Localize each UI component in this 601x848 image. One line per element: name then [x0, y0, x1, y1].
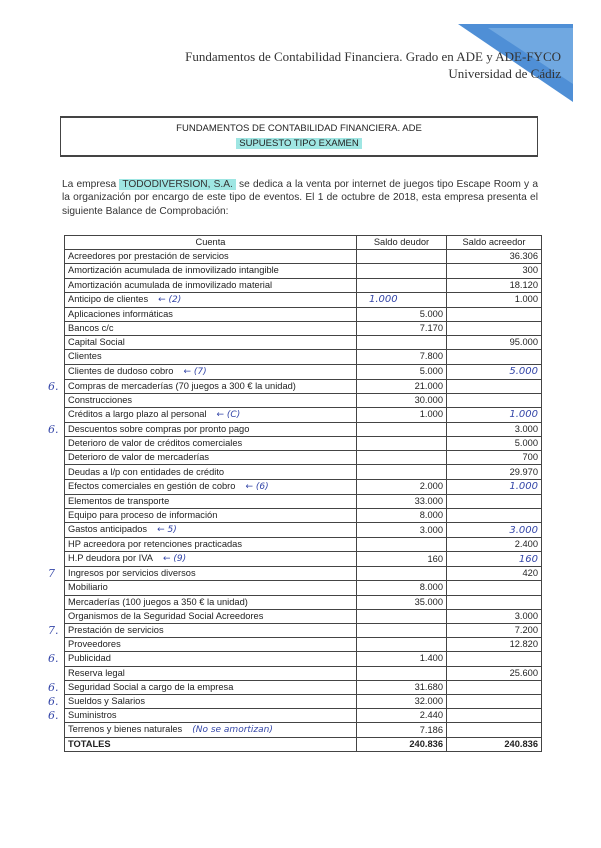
credit-cell	[447, 652, 542, 666]
debit-cell	[357, 307, 447, 321]
account-cell	[65, 407, 357, 422]
account-cell	[65, 723, 357, 738]
credit-cell	[447, 278, 542, 292]
credit-value: 1.000	[514, 294, 538, 305]
account-cell	[48, 422, 357, 436]
credit-cell	[447, 567, 542, 581]
totals-label: TOTALES	[65, 738, 357, 752]
credit-cell	[447, 723, 542, 738]
table-row	[65, 250, 542, 264]
debit-cell	[357, 364, 447, 379]
table-row	[65, 307, 542, 321]
debit-cell	[357, 538, 447, 552]
table-row	[65, 652, 542, 666]
handwritten-debit: 7.800	[419, 351, 443, 362]
account-name: Organismos de la Seguridad Social Acreedores	[68, 610, 264, 621]
debit-cell	[357, 264, 447, 278]
credit-cell	[447, 680, 542, 694]
table-row	[65, 264, 542, 278]
university-name: Universidad de Cádiz	[448, 66, 561, 81]
title-box	[60, 116, 538, 157]
handwritten-note: ← (2)	[158, 294, 182, 305]
account-cell	[65, 364, 357, 379]
account-name: Reserva legal	[68, 667, 125, 678]
table-row	[65, 666, 542, 680]
handwritten-debit: 1.000	[419, 409, 443, 420]
debit-cell	[357, 350, 447, 364]
account-cell	[65, 508, 357, 522]
credit-cell	[447, 694, 542, 708]
account-name: Capital Social	[68, 337, 125, 348]
debit-cell	[357, 638, 447, 652]
account-cell	[65, 264, 357, 278]
credit-value: 29.970	[509, 466, 538, 477]
handwritten-credit: 1.000	[509, 481, 538, 493]
table-row	[65, 379, 542, 393]
handwritten-debit: 33.000	[414, 495, 443, 506]
handwritten-debit: 2.440	[419, 710, 443, 721]
debit-cell	[357, 422, 447, 436]
account-name: Deudas a l/p con entidades de crédito	[68, 466, 225, 477]
account-name: Mobiliario	[68, 582, 108, 593]
account-name: Efectos comerciales en gestión de cobro	[68, 480, 236, 491]
debit-cell	[357, 494, 447, 508]
credit-cell	[447, 638, 542, 652]
handwritten-debit: 160	[427, 553, 443, 564]
table-row	[65, 278, 542, 292]
table-row	[65, 595, 542, 609]
credit-cell	[447, 437, 542, 451]
handwritten-note: ← (9)	[162, 554, 187, 565]
debit-cell	[357, 609, 447, 623]
handwritten-debit: 31.680	[414, 681, 443, 692]
debit-cell	[357, 523, 447, 538]
debit-cell	[357, 407, 447, 422]
table-row	[65, 292, 542, 307]
account-name: Equipo para proceso de información	[68, 509, 218, 520]
table-row	[65, 723, 542, 738]
account-name: Gastos anticipados	[68, 524, 148, 534]
account-cell	[48, 694, 357, 708]
debit-cell	[357, 393, 447, 407]
account-name: Deterioro de valor de mercaderías	[68, 452, 210, 463]
margin-annotation: 7	[48, 567, 55, 581]
debit-cell	[357, 321, 447, 335]
account-name: Suministros	[68, 710, 117, 721]
handwritten-debit: 1.000	[369, 294, 398, 306]
handwritten-debit: 5.000	[419, 366, 443, 376]
table-row	[65, 523, 542, 538]
table-row	[65, 350, 542, 364]
account-name: Clientes de dudoso cobro	[68, 365, 174, 376]
credit-cell	[447, 336, 542, 350]
debit-cell	[357, 652, 447, 666]
credit-value: 36.306	[509, 251, 538, 262]
account-name: Amortización acumulada de inmovilizado intangible	[68, 265, 279, 276]
account-cell	[48, 680, 357, 694]
handwritten-credit: 1.000	[509, 409, 538, 421]
credit-cell	[447, 422, 542, 436]
credit-cell	[447, 307, 542, 321]
credit-cell	[447, 264, 542, 278]
handwritten-debit: 35.000	[414, 596, 443, 607]
company-name: TODODIVERSION, S.A.	[119, 179, 236, 190]
account-name: Sueldos y Salarios	[68, 695, 145, 706]
handwritten-debit: 7.186	[419, 724, 443, 735]
handwritten-debit: 1.400	[419, 653, 443, 664]
account-cell	[65, 393, 357, 407]
account-cell	[48, 379, 357, 393]
table-row	[65, 638, 542, 652]
credit-cell	[447, 451, 542, 465]
credit-cell	[447, 609, 542, 623]
account-name: Proveedores	[68, 639, 121, 650]
credit-value: 5.000	[514, 438, 538, 449]
debit-cell	[357, 666, 447, 680]
debit-cell	[357, 479, 447, 494]
table-row	[65, 364, 542, 379]
table-row	[65, 680, 542, 694]
credit-value: 18.120	[509, 279, 538, 290]
credit-cell	[447, 393, 542, 407]
credit-value: 300	[522, 265, 538, 276]
credit-cell	[447, 666, 542, 680]
account-name: Construcciones	[68, 394, 133, 405]
debit-cell	[357, 552, 447, 567]
debit-cell	[357, 465, 447, 479]
handwritten-note: ← (7)	[183, 366, 207, 377]
debit-cell	[357, 437, 447, 451]
account-name: Descuentos sobre compras por pronto pago	[68, 423, 250, 434]
account-name: H.P deudora por IVA	[68, 553, 153, 564]
totals-row	[65, 738, 542, 752]
credit-cell	[447, 709, 542, 723]
credit-cell	[447, 292, 542, 307]
credit-value: 3.000	[514, 610, 538, 621]
account-cell	[65, 523, 357, 538]
margin-annotation: 6.	[48, 709, 59, 723]
debit-cell	[357, 278, 447, 292]
account-name: Ingresos por servicios diversos	[68, 568, 196, 579]
debit-cell	[357, 292, 447, 307]
account-name: Bancos c/c	[68, 323, 114, 334]
table-row	[65, 552, 542, 567]
account-cell	[65, 278, 357, 292]
table-row	[65, 508, 542, 522]
debit-cell	[357, 567, 447, 581]
credit-value: 25.600	[509, 667, 538, 678]
debit-cell	[357, 508, 447, 522]
exam-subtitle: SUPUESTO TIPO EXAMEN	[236, 138, 361, 149]
debit-cell	[357, 694, 447, 708]
document-header	[185, 48, 561, 82]
trial-balance-table	[48, 235, 542, 752]
credit-cell	[447, 479, 542, 494]
credit-cell	[447, 350, 542, 364]
account-cell	[65, 609, 357, 623]
debit-cell	[357, 623, 447, 637]
credit-value: 7.200	[514, 625, 538, 636]
handwritten-debit: 3.000	[419, 524, 443, 535]
credit-cell	[447, 465, 542, 479]
handwritten-debit: 32.000	[414, 695, 443, 706]
table-row	[65, 393, 542, 407]
handwritten-credit: 5.000	[509, 366, 538, 377]
account-cell	[48, 652, 357, 666]
account-cell	[48, 709, 357, 723]
account-name: Deterioro de valor de créditos comerciales	[68, 438, 243, 449]
credit-cell	[447, 508, 542, 522]
account-cell	[65, 292, 357, 307]
debit-cell	[357, 709, 447, 723]
table-row	[65, 451, 542, 465]
account-cell	[65, 437, 357, 451]
account-name: Mercaderías (100 juegos a 350 € la unidad)	[68, 596, 248, 607]
table-row	[65, 538, 542, 552]
table-row	[65, 422, 542, 436]
handwritten-note: ← 5)	[157, 525, 177, 535]
header-account: Cuenta	[65, 236, 357, 250]
account-name: Clientes	[68, 351, 102, 362]
table-row	[65, 479, 542, 494]
handwritten-note: ← (C)	[216, 409, 241, 420]
header-debit: Saldo deudor	[357, 236, 447, 250]
table-row	[65, 437, 542, 451]
credit-cell	[447, 538, 542, 552]
credit-cell	[447, 494, 542, 508]
intro-prefix: La empresa	[62, 179, 120, 190]
handwritten-debit: 8.000	[419, 509, 443, 520]
credit-cell	[447, 407, 542, 422]
table-row	[65, 694, 542, 708]
table-row	[65, 709, 542, 723]
account-cell	[65, 321, 357, 335]
account-name: Compras de mercaderías (70 juegos a 300 € la unidad)	[68, 380, 296, 391]
credit-value: 3.000	[514, 423, 538, 434]
margin-annotation: 6.	[48, 694, 59, 708]
account-cell	[65, 451, 357, 465]
account-cell	[65, 336, 357, 350]
table-row	[65, 581, 542, 595]
credit-cell	[447, 552, 542, 567]
account-cell	[65, 552, 357, 567]
table-header-row	[65, 236, 542, 250]
handwritten-debit: 7.170	[419, 323, 443, 334]
credit-cell	[447, 321, 542, 335]
table-row	[65, 609, 542, 623]
handwritten-debit: 2.000	[419, 481, 443, 492]
credit-value: 12.820	[509, 639, 538, 650]
table-row	[65, 465, 542, 479]
debit-cell	[357, 250, 447, 264]
account-name: Terrenos y bienes naturales	[68, 724, 183, 735]
account-name: HP acreedora por retenciones practicadas	[68, 539, 242, 550]
table-row	[65, 623, 542, 637]
account-cell	[65, 465, 357, 479]
account-name: Prestación de servicios	[68, 625, 164, 636]
account-cell	[65, 595, 357, 609]
credit-cell	[447, 523, 542, 538]
account-cell	[65, 307, 357, 321]
margin-annotation: 6.	[48, 652, 59, 666]
handwritten-credit: 3.000	[509, 524, 538, 536]
account-cell	[48, 623, 357, 637]
credit-value: 700	[522, 452, 538, 463]
account-name: Acreedores por prestación de servicios	[68, 251, 229, 262]
handwritten-debit: 5.000	[419, 308, 443, 319]
intro-text: se dedica a la venta por internet de juegos tipo Escape Room y a la organización por encargo de este tipo de eventos. El 1 de octubre de 2018, esta empresa presenta el siguiente Balance de Comprobación:	[62, 179, 538, 217]
handwritten-note: ← (6)	[245, 481, 269, 492]
debit-cell	[357, 336, 447, 350]
account-cell	[65, 638, 357, 652]
intro-paragraph	[62, 178, 538, 218]
account-cell	[65, 250, 357, 264]
table-row	[65, 407, 542, 422]
margin-annotation: 7.	[48, 623, 59, 637]
debit-cell	[357, 595, 447, 609]
debit-cell	[357, 581, 447, 595]
credit-cell	[447, 581, 542, 595]
debit-cell	[357, 379, 447, 393]
debit-cell	[357, 680, 447, 694]
header-credit: Saldo acreedor	[447, 236, 542, 250]
account-cell	[65, 538, 357, 552]
account-cell	[65, 494, 357, 508]
table-row	[65, 321, 542, 335]
account-cell	[65, 350, 357, 364]
credit-cell	[447, 364, 542, 379]
margin-annotation: 6.	[48, 680, 59, 694]
table-row	[65, 336, 542, 350]
credit-value: 2.400	[514, 539, 538, 550]
account-name: Aplicaciones informáticas	[68, 308, 173, 319]
account-name: Seguridad Social a cargo de la empresa	[68, 681, 234, 692]
handwritten-note: (No se amortizan)	[192, 725, 273, 736]
account-name: Amortización acumulada de inmovilizado material	[68, 279, 273, 290]
account-name: Elementos de transporte	[68, 495, 170, 506]
margin-annotation: 6.	[48, 379, 59, 393]
account-cell	[48, 567, 357, 581]
account-cell	[65, 666, 357, 680]
handwritten-debit: 21.000	[414, 380, 443, 391]
margin-annotation: 6.	[48, 422, 59, 436]
credit-value: 420	[522, 568, 538, 579]
account-name: Anticipo de clientes	[68, 293, 149, 304]
credit-cell	[447, 623, 542, 637]
totals-credit: 240.836	[447, 738, 542, 752]
credit-cell	[447, 379, 542, 393]
account-name: Publicidad	[68, 653, 111, 664]
credit-cell	[447, 595, 542, 609]
course-title: Fundamentos de Contabilidad Financiera. Grado en ADE y ADE-FYCO	[185, 49, 561, 64]
table-row	[65, 567, 542, 581]
debit-cell	[357, 723, 447, 738]
credit-cell	[447, 250, 542, 264]
credit-value: 95.000	[509, 337, 538, 348]
exam-title: FUNDAMENTOS DE CONTABILIDAD FINANCIERA. ADE	[176, 123, 422, 134]
debit-cell	[357, 451, 447, 465]
handwritten-credit: 160	[518, 553, 538, 565]
account-name: Créditos a largo plazo al personal	[68, 408, 207, 419]
account-cell	[65, 581, 357, 595]
table-row	[65, 494, 542, 508]
handwritten-debit: 30.000	[414, 394, 443, 405]
account-cell	[65, 479, 357, 494]
totals-debit: 240.836	[357, 738, 447, 752]
handwritten-debit: 8.000	[419, 582, 443, 593]
